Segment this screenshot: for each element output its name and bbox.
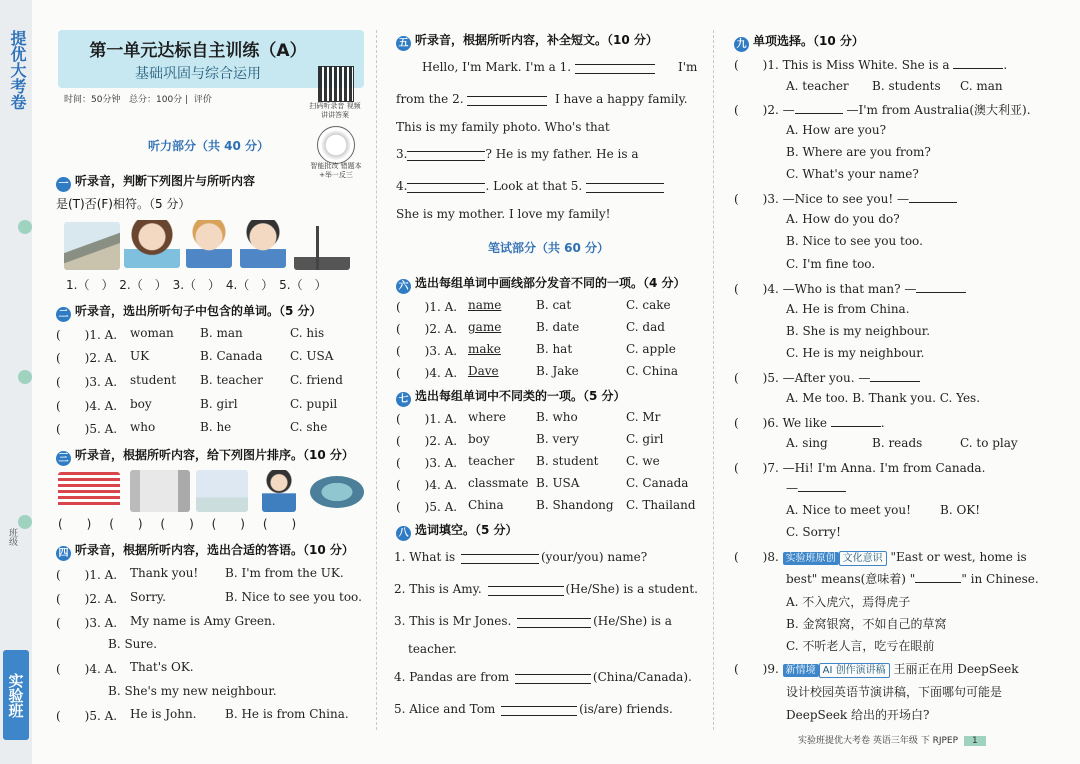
q9-3-option-c[interactable]: C. I'm fine too. (786, 257, 876, 271)
q6-row-number: ( )1. A. (396, 300, 458, 314)
q4-row-number: ( )2. A. (56, 592, 118, 606)
q9-8-option-b[interactable]: B. 金窝银窝，不如自己的草窝 (786, 617, 947, 631)
q1-badge: 一 (56, 177, 71, 192)
q2-badge: 二 (56, 307, 71, 322)
page-footer (798, 733, 986, 746)
q8-choices: (He/She) is a (593, 614, 672, 628)
boy-picture (186, 220, 232, 268)
q9-8-tag-original: 实验班原创 (783, 552, 839, 565)
q6-option-b[interactable]: B. Jake (536, 364, 579, 378)
class-label: 班级 (7, 528, 17, 546)
q7-row-number: ( )4. A. (396, 478, 458, 492)
column-divider (376, 30, 377, 730)
q8-row (394, 702, 673, 716)
q6-option-b[interactable]: B. cat (536, 298, 572, 312)
q6-option-b[interactable]: B. hat (536, 342, 573, 356)
q9-5-options[interactable]: A. Me too. B. Thank you. C. Yes. (786, 391, 981, 405)
q9-7-option-b[interactable]: B. OK! (940, 503, 981, 517)
q8-prefix: 5. Alice and Tom (394, 702, 496, 716)
q8-choices: (China/Canada). (592, 670, 692, 684)
q6-option-c[interactable]: C. China (626, 364, 679, 378)
q8-blank[interactable] (488, 586, 564, 596)
q9-stem-text: "East or west, home is (890, 550, 1027, 564)
q2-option-b[interactable]: B. girl (200, 397, 238, 411)
q2-row-number: ( )4. A. (56, 399, 118, 413)
footer-text: 实验班提优大考卷 英语三年级 下 RJPEP (798, 736, 959, 746)
q6-option-c[interactable]: C. cake (626, 298, 671, 312)
q5-line-4 (396, 147, 639, 161)
q8-title: 选词填空。（5 分） (415, 523, 518, 537)
q4-option-a[interactable]: That's OK. (130, 660, 194, 674)
q9-7-blank[interactable] (798, 481, 846, 492)
listening-section-title: 听力部分（共 40 分） (148, 139, 270, 153)
q3-heading (56, 446, 354, 466)
q5-line-5 (396, 179, 664, 193)
q5-badge: 五 (396, 36, 411, 51)
q9-stem-text: ( )9. (734, 662, 779, 676)
q8-row (394, 550, 647, 564)
q9-2-option-c[interactable]: C. What's your name? (786, 167, 919, 181)
q8-prefix: 3. This is Mr Jones. (394, 614, 512, 628)
q8-prefix: 1. What is (394, 550, 456, 564)
q8-row (394, 582, 698, 596)
q8-choices: (He/She) is a student. (565, 582, 698, 596)
q6-title: 选出每组单词中画线部分发音不同的一项。（4 分） (415, 276, 686, 290)
q9-3-blank[interactable] (909, 192, 957, 203)
q9-stem-text: — (786, 481, 798, 495)
q9-stem-text: ( )2. — (734, 103, 795, 117)
q9-6-blank[interactable] (831, 416, 881, 427)
q6-option-b[interactable]: B. date (536, 320, 580, 334)
exam-subtitle: 基础巩固与综合运用 (135, 66, 261, 82)
q2-option-a[interactable]: boy (130, 397, 152, 411)
q5-title: 听录音，根据所听内容，补全短文。（10 分） (415, 33, 658, 47)
q9-stem-text: ( )1. This is Miss White. She is a (734, 58, 950, 72)
q7-badge: 七 (396, 392, 411, 407)
q9-8-stem-line2 (786, 570, 1039, 587)
q6-row-number: ( )4. A. (396, 366, 458, 380)
woman-picture (262, 470, 296, 512)
q3-item[interactable]: ( ) (211, 517, 245, 531)
q9-3-option-b[interactable]: B. Nice to see you too. (786, 234, 923, 248)
q5-blank-1[interactable] (575, 64, 655, 74)
q8-heading (396, 521, 518, 541)
q9-stem-text: ( )4. —Who is that man? — (734, 282, 917, 296)
exam-title: 第一单元达标自主训练（A） (89, 41, 307, 61)
q9-7-option-c[interactable]: C. Sorry! (786, 525, 841, 539)
q9-8-stem (734, 548, 1027, 566)
q4-option-b[interactable]: B. She's my new neighbour. (108, 684, 277, 698)
q9-9-stem-line3: DeepSeek 给出的开场白? (786, 708, 930, 722)
q6-option-a[interactable]: make (468, 342, 501, 356)
q9-6-option-c[interactable]: C. to play (960, 436, 1018, 450)
q9-6-option-b[interactable]: B. reads (872, 436, 923, 450)
q3-item[interactable]: ( ) (58, 517, 92, 531)
q1-item[interactable]: 3.（ ） (172, 278, 221, 292)
column-divider (713, 30, 714, 730)
q5-text: Hello, I'm Mark. I'm a 1. (422, 60, 572, 74)
q1-item[interactable]: 5.（ ） (279, 278, 327, 292)
q9-8-option-c[interactable]: C. 不听老人言，吃亏在眼前 (786, 639, 935, 653)
q5-blank-4[interactable] (407, 183, 485, 193)
q4-option-a[interactable]: He is John. (130, 707, 197, 721)
q6-heading (396, 274, 686, 294)
q8-row (394, 614, 672, 628)
q7-heading (396, 387, 626, 407)
q7-option-b[interactable]: B. USA (536, 476, 580, 490)
q7-option-a[interactable]: China (468, 498, 504, 512)
q3-answer-row (58, 515, 296, 532)
q9-stem-end: . (880, 416, 885, 430)
q9-stem-text: ( )6. We like (734, 416, 827, 430)
q2-option-c[interactable]: C. she (290, 420, 328, 434)
q9-1-blank[interactable] (953, 58, 1003, 69)
q3-title: 听录音，根据所听内容，给下列图片排序。（10 分） (75, 448, 354, 462)
q7-option-b[interactable]: B. student (536, 454, 599, 468)
q5-text: ? He is my father. He is a (485, 147, 639, 161)
q5-text: She is my mother. I love my family! (396, 207, 611, 221)
q8-blank[interactable] (501, 706, 577, 716)
q9-7-stem: ( )7. —Hi! I'm Anna. I'm from Canada. (734, 461, 986, 475)
q6-row-number: ( )2. A. (396, 322, 458, 336)
q9-9-stem-line2: 设计校园英语节演讲稿，下面哪句可能是 (786, 685, 1003, 699)
q4-row-number: ( )5. A. (56, 709, 118, 723)
written-section-title: 笔试部分（共 60 分） (488, 241, 610, 255)
q9-1-option-a[interactable]: A. teacher (786, 79, 849, 93)
spine-brand: 实验班 (3, 650, 29, 740)
q5-text: I'm (678, 60, 698, 74)
q9-4-option-c[interactable]: C. He is my neighbour. (786, 346, 925, 360)
q7-row-number: ( )3. A. (396, 456, 458, 470)
qr-code-icon[interactable] (318, 66, 354, 102)
q9-2-stem (734, 101, 1031, 118)
q9-stem-text: best" means(意味着) " (786, 572, 916, 586)
q9-stem-text: " in Chinese. (961, 572, 1039, 586)
q7-option-a[interactable]: boy (468, 432, 490, 446)
q5-blank-3[interactable] (407, 151, 485, 161)
q6-option-c[interactable]: C. dad (626, 320, 665, 334)
q9-8-option-a[interactable]: A. 不入虎穴，焉得虎子 (786, 595, 911, 609)
q6-badge: 六 (396, 279, 411, 294)
q8-prefix: 2. This is Amy. (394, 582, 482, 596)
q9-9-tag-ai: AI 创作演讲稿 (819, 663, 890, 678)
q5-line-1 (422, 60, 655, 74)
q2-option-c[interactable]: C. his (290, 326, 325, 340)
q4-option-b[interactable]: B. Sure. (108, 637, 158, 651)
q7-row-number: ( )1. A. (396, 412, 458, 426)
temple-picture (310, 476, 364, 508)
q8-badge: 八 (396, 526, 411, 541)
q2-option-c[interactable]: C. friend (290, 373, 343, 387)
q8-blank[interactable] (515, 674, 591, 684)
q9-heading (734, 32, 864, 52)
qr-caption: 扫码听录音 视频讲讲答案 (309, 102, 361, 119)
q2-option-a[interactable]: who (130, 420, 156, 434)
q7-option-c[interactable]: C. girl (626, 432, 664, 446)
q4-option-a[interactable]: Sorry. (130, 590, 166, 604)
q1-item[interactable]: 1.（ ） (66, 278, 114, 292)
q9-7-option-a[interactable]: A. Nice to meet you! (786, 503, 911, 517)
q2-option-a[interactable]: UK (130, 349, 150, 363)
q7-option-c[interactable]: C. Thailand (626, 498, 696, 512)
q2-row-number: ( )3. A. (56, 375, 118, 389)
q4-option-b[interactable]: B. I'm from the UK. (225, 566, 344, 580)
q2-row-number: ( )5. A. (56, 422, 118, 436)
q9-6-option-a[interactable]: A. sing (786, 436, 828, 450)
q5-text: I have a happy family. (554, 92, 688, 106)
q9-4-option-a[interactable]: A. He is from China. (786, 302, 910, 316)
q3-item[interactable]: ( ) (160, 517, 194, 531)
q9-stem-text: ( )5. —After you. — (734, 371, 871, 385)
exam-meta: 时间：50分钟 总分：100分 | 评价 (64, 95, 212, 105)
q7-option-a[interactable]: where (468, 410, 506, 424)
q4-row-number: ( )3. A. (56, 616, 118, 630)
q8-blank[interactable] (461, 554, 539, 564)
smart-grading-caption: 智能批改 错题本+举一反三 (310, 162, 362, 179)
q2-option-a[interactable]: student (130, 373, 177, 387)
q9-1-option-b[interactable]: B. students (872, 79, 941, 93)
q9-7-dash-line (786, 481, 846, 495)
q5-text: . Look at that 5. (485, 179, 583, 193)
q9-1-option-c[interactable]: C. man (960, 79, 1003, 93)
q4-option-b[interactable]: B. Nice to see you too. (225, 590, 362, 604)
q6-row-number: ( )3. A. (396, 344, 458, 358)
q2-row-number: ( )1. A. (56, 328, 118, 342)
time-limit: 时间：50分钟 (64, 95, 121, 105)
q8-prefix: 4. Pandas are from (394, 670, 510, 684)
q7-option-b[interactable]: B. who (536, 410, 578, 424)
q5-text: from the 2. (396, 92, 464, 106)
q8-choices: (is/are) friends. (579, 702, 673, 716)
q9-9-tag-context: 新情境 (783, 664, 819, 677)
q9-5-blank[interactable] (870, 371, 920, 382)
q1-item[interactable]: 2.（ ） (119, 278, 167, 292)
q9-stem-end: . (1003, 58, 1008, 72)
q1-title: 听录音，判断下列图片与所听内容 (75, 174, 256, 188)
great-wall-picture (64, 222, 120, 270)
q2-heading (56, 302, 322, 322)
q9-4-blank[interactable] (916, 282, 966, 293)
q7-option-b[interactable]: B. very (536, 432, 579, 446)
q7-option-a[interactable]: teacher (468, 454, 515, 468)
q9-8-blank[interactable] (915, 572, 961, 583)
book-spine (0, 0, 32, 764)
q9-4-stem (734, 280, 966, 297)
q9-2-blank[interactable] (795, 103, 843, 114)
q4-row-number: ( )1. A. (56, 568, 118, 582)
q8-row (394, 670, 692, 684)
q7-title: 选出每组单词中不同类的一项。（5 分） (415, 389, 626, 403)
q6-option-a[interactable]: game (468, 320, 502, 334)
q5-text: 3. (396, 147, 408, 161)
q8-choices: (your/you) name? (540, 550, 648, 564)
flag-picture (58, 472, 120, 508)
pupils-picture (196, 470, 248, 512)
q5-heading (396, 31, 658, 51)
q2-option-b[interactable]: B. he (200, 420, 232, 434)
q2-row-number: ( )2. A. (56, 351, 118, 365)
q9-2-option-b[interactable]: B. Where are you from? (786, 145, 931, 159)
q7-option-b[interactable]: B. Shandong (536, 498, 614, 512)
q5-line-2 (396, 92, 688, 106)
q2-option-c[interactable]: C. USA (290, 349, 334, 363)
q7-option-c[interactable]: C. Canada (626, 476, 689, 490)
q9-1-stem (734, 56, 1007, 73)
q1-heading (56, 172, 255, 192)
q1-item[interactable]: 4.（ ） (225, 278, 274, 292)
total-score: 总分：100分 (129, 95, 183, 105)
q9-4-option-b[interactable]: B. She is my neighbour. (786, 324, 931, 338)
binding-hole (18, 220, 32, 234)
q9-stem-text: —I'm from Australia(澳大利亚). (842, 103, 1031, 117)
q3-item[interactable]: ( ) (262, 517, 297, 531)
q5-text: 4. (396, 179, 408, 193)
city-tower-picture (294, 226, 350, 270)
q4-title: 听录音，根据所听内容，选出合适的答语。（10 分） (75, 543, 354, 557)
q7-option-a[interactable]: classmate (468, 476, 529, 490)
q2-title: 听录音，选出所听句子中包含的单词。（5 分） (75, 304, 322, 318)
q9-3-stem (734, 190, 957, 207)
spine-title: 提优大考卷 (8, 30, 27, 110)
q9-8-tag-culture: 文化意识 (839, 551, 887, 566)
binding-hole (18, 370, 32, 384)
q8-continuation: teacher. (408, 642, 457, 656)
q2-option-a[interactable]: woman (130, 326, 174, 340)
q9-6-stem (734, 414, 885, 431)
q2-option-c[interactable]: C. pupil (290, 397, 338, 411)
q2-option-b[interactable]: B. Canada (200, 349, 263, 363)
q9-stem-text: 王丽正在用 DeepSeek (893, 662, 1019, 676)
q5-blank-5[interactable] (586, 183, 664, 193)
q7-option-c[interactable]: C. Mr (626, 410, 661, 424)
girl-picture (124, 220, 180, 268)
q4-row-number: ( )4. A. (56, 662, 118, 676)
q7-row-number: ( )5. A. (396, 500, 458, 514)
q4-heading (56, 541, 354, 561)
binding-hole (18, 515, 32, 529)
q2-option-b[interactable]: B. teacher (200, 373, 263, 387)
q9-2-option-a[interactable]: A. How are you? (786, 123, 887, 137)
q3-badge: 三 (56, 451, 71, 466)
page-number: 1 (964, 736, 986, 746)
q3-item[interactable]: ( ) (109, 517, 143, 531)
q4-option-a[interactable]: My name is Amy Green. (130, 614, 276, 628)
q7-row-number: ( )2. A. (396, 434, 458, 448)
q9-stem-text: ( )3. —Nice to see you! — (734, 192, 910, 206)
classroom-picture (130, 470, 190, 512)
q5-text: This is my family photo. Who's that (396, 120, 610, 134)
q1-title-line2: 是(T)否(F)相符。（5 分） (56, 197, 191, 211)
q7-option-c[interactable]: C. we (626, 454, 660, 468)
q4-badge: 四 (56, 546, 71, 561)
q4-option-b[interactable]: B. He is from China. (225, 707, 349, 721)
smart-grading-icon (317, 126, 355, 164)
q9-3-option-a[interactable]: A. How do you do? (786, 212, 900, 226)
q5-blank-2[interactable] (467, 96, 547, 106)
q2-option-b[interactable]: B. man (200, 326, 243, 340)
q9-9-stem (734, 660, 1018, 678)
q6-option-a[interactable]: Dave (468, 364, 499, 378)
q1-answer-row (66, 276, 327, 293)
q6-option-c[interactable]: C. apple (626, 342, 676, 356)
q9-title: 单项选择。（10 分） (753, 34, 864, 48)
q9-badge: 九 (734, 37, 749, 52)
man-picture (240, 220, 286, 268)
q9-5-stem (734, 369, 920, 386)
q4-option-a[interactable]: Thank you! (130, 566, 199, 580)
q8-blank[interactable] (517, 618, 591, 628)
q9-stem-text: ( )8. (734, 550, 779, 564)
evaluation: 评价 (193, 95, 212, 105)
q6-option-a[interactable]: name (468, 298, 502, 312)
